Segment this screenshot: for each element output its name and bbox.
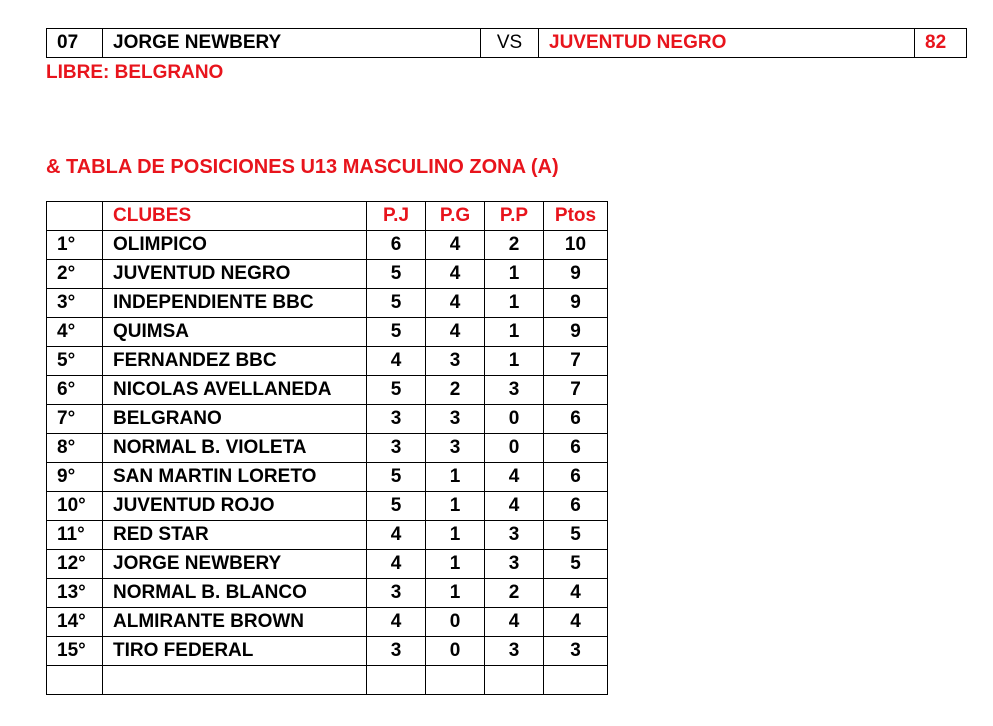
club-cell: JORGE NEWBERY (103, 550, 367, 579)
club-cell: NICOLAS AVELLANEDA (103, 376, 367, 405)
pj-cell: 4 (367, 550, 426, 579)
position-cell: 4° (47, 318, 103, 347)
pg-cell: 3 (426, 405, 485, 434)
table-row (47, 666, 608, 695)
points-cell: 5 (544, 550, 608, 579)
header-clubes: CLUBES (103, 202, 367, 231)
pj-cell: 3 (367, 637, 426, 666)
position-cell: 13° (47, 579, 103, 608)
pg-cell: 3 (426, 434, 485, 463)
pg-cell: 3 (426, 347, 485, 376)
header-pp: P.P (485, 202, 544, 231)
header-pj: P.J (367, 202, 426, 231)
club-cell: FERNANDEZ BBC (103, 347, 367, 376)
table-row (47, 579, 608, 608)
header-blank (47, 202, 103, 231)
pg-cell: 2 (426, 376, 485, 405)
pj-cell: 3 (367, 434, 426, 463)
pj-cell: 5 (367, 289, 426, 318)
table-row (47, 405, 608, 434)
pj-cell (367, 666, 426, 695)
pg-cell: 0 (426, 637, 485, 666)
points-cell: 6 (544, 492, 608, 521)
match-number: 07 (47, 29, 103, 58)
pp-cell: 0 (485, 434, 544, 463)
pj-cell: 3 (367, 405, 426, 434)
club-cell: QUIMSA (103, 318, 367, 347)
table-row (47, 608, 608, 637)
pp-cell: 3 (485, 550, 544, 579)
pp-cell: 4 (485, 463, 544, 492)
position-cell (47, 666, 103, 695)
pg-cell: 1 (426, 579, 485, 608)
table-row (47, 318, 608, 347)
position-cell: 3° (47, 289, 103, 318)
table-row (47, 231, 608, 260)
position-cell: 8° (47, 434, 103, 463)
points-cell: 9 (544, 289, 608, 318)
pp-cell: 3 (485, 637, 544, 666)
pj-cell: 5 (367, 463, 426, 492)
pj-cell: 5 (367, 492, 426, 521)
pj-cell: 5 (367, 318, 426, 347)
club-cell: RED STAR (103, 521, 367, 550)
libre-note: LIBRE: BELGRANO (46, 62, 224, 83)
club-cell: JUVENTUD NEGRO (103, 260, 367, 289)
pp-cell: 1 (485, 289, 544, 318)
pg-cell: 4 (426, 260, 485, 289)
table-row (47, 434, 608, 463)
pg-cell: 4 (426, 231, 485, 260)
table-row (47, 637, 608, 666)
pg-cell: 4 (426, 289, 485, 318)
club-cell: INDEPENDIENTE BBC (103, 289, 367, 318)
pj-cell: 4 (367, 347, 426, 376)
match-row (47, 29, 967, 58)
home-team: JORGE NEWBERY (103, 29, 481, 58)
points-cell: 7 (544, 376, 608, 405)
pj-cell: 5 (367, 260, 426, 289)
pp-cell: 3 (485, 521, 544, 550)
pp-cell: 4 (485, 608, 544, 637)
club-cell: TIRO FEDERAL (103, 637, 367, 666)
pg-cell: 1 (426, 521, 485, 550)
table-row (47, 260, 608, 289)
position-cell: 2° (47, 260, 103, 289)
pp-cell: 1 (485, 260, 544, 289)
points-cell: 6 (544, 463, 608, 492)
pp-cell: 2 (485, 231, 544, 260)
pj-cell: 5 (367, 376, 426, 405)
table-row (47, 550, 608, 579)
position-cell: 15° (47, 637, 103, 666)
points-cell: 10 (544, 231, 608, 260)
pp-cell: 3 (485, 376, 544, 405)
club-cell: NORMAL B. BLANCO (103, 579, 367, 608)
points-cell (544, 666, 608, 695)
points-cell: 5 (544, 521, 608, 550)
club-cell: ALMIRANTE BROWN (103, 608, 367, 637)
table-row (47, 376, 608, 405)
position-cell: 10° (47, 492, 103, 521)
pp-cell: 1 (485, 318, 544, 347)
table-row (47, 521, 608, 550)
away-team: JUVENTUD NEGRO (539, 29, 915, 58)
position-cell: 12° (47, 550, 103, 579)
points-cell: 4 (544, 608, 608, 637)
club-cell (103, 666, 367, 695)
pj-cell: 6 (367, 231, 426, 260)
points-cell: 6 (544, 434, 608, 463)
pp-cell: 1 (485, 347, 544, 376)
table-row (47, 463, 608, 492)
pg-cell: 1 (426, 463, 485, 492)
club-cell: BELGRANO (103, 405, 367, 434)
position-cell: 14° (47, 608, 103, 637)
pj-cell: 4 (367, 521, 426, 550)
pp-cell (485, 666, 544, 695)
pg-cell: 0 (426, 608, 485, 637)
header-pg: P.G (426, 202, 485, 231)
club-cell: NORMAL B. VIOLETA (103, 434, 367, 463)
position-cell: 6° (47, 376, 103, 405)
table-title: & TABLA DE POSICIONES U13 MASCULINO ZONA (A) (46, 156, 559, 178)
match-score: 82 (915, 29, 967, 58)
club-cell: JUVENTUD ROJO (103, 492, 367, 521)
pp-cell: 2 (485, 579, 544, 608)
points-cell: 7 (544, 347, 608, 376)
pg-cell (426, 666, 485, 695)
position-cell: 7° (47, 405, 103, 434)
position-cell: 1° (47, 231, 103, 260)
standings-table (46, 201, 608, 695)
points-cell: 9 (544, 318, 608, 347)
points-cell: 4 (544, 579, 608, 608)
points-cell: 6 (544, 405, 608, 434)
standings-header-row (47, 202, 608, 231)
points-cell: 9 (544, 260, 608, 289)
pj-cell: 3 (367, 579, 426, 608)
pj-cell: 4 (367, 608, 426, 637)
match-table (46, 28, 967, 58)
pp-cell: 4 (485, 492, 544, 521)
position-cell: 11° (47, 521, 103, 550)
table-row (47, 347, 608, 376)
club-cell: SAN MARTIN LORETO (103, 463, 367, 492)
header-ptos: Ptos (544, 202, 608, 231)
pg-cell: 1 (426, 550, 485, 579)
table-row (47, 492, 608, 521)
pp-cell: 0 (485, 405, 544, 434)
pg-cell: 1 (426, 492, 485, 521)
pg-cell: 4 (426, 318, 485, 347)
club-cell: OLIMPICO (103, 231, 367, 260)
position-cell: 5° (47, 347, 103, 376)
table-row (47, 289, 608, 318)
points-cell: 3 (544, 637, 608, 666)
vs-label: VS (481, 29, 539, 58)
position-cell: 9° (47, 463, 103, 492)
